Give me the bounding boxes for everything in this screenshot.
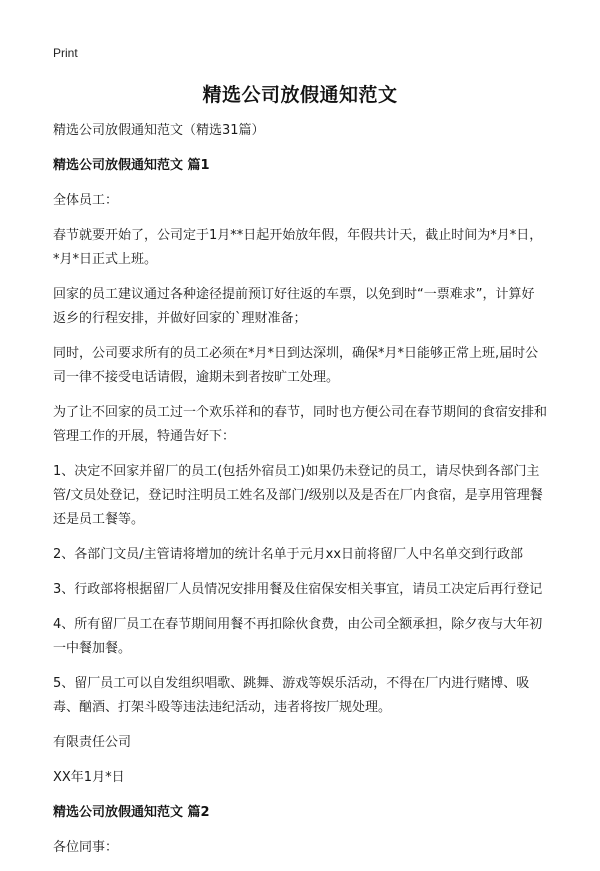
- paragraph: 春节就要开始了，公司定于1月**日起开始放年假，年假共计天，截止时间为*月*日，*月*日正式上班。: [53, 228, 543, 267]
- list-item: 5、留厂员工可以自发组织唱歌、跳舞、游戏等娱乐活动，不得在厂内进行赌博、吸毒、酗酒、打架斗殴等违法违纪活动，违者将按厂规处理。: [53, 676, 530, 715]
- date: XX年1月*日: [53, 770, 125, 785]
- paragraph: 回家的员工建议通过各种途径提前预订好往返的车票，以免到时“一票难求”，计算好返乡的行程安排，并做好回家的`理财准备；: [53, 287, 535, 326]
- section-heading: 精选公司放假通知范文 篇1: [53, 158, 210, 173]
- page-title: 精选公司放假通知范文: [202, 84, 398, 106]
- greeting: 各位同事：: [53, 840, 119, 855]
- section-heading: 精选公司放假通知范文 篇2: [53, 805, 210, 820]
- print-link[interactable]: Print: [53, 46, 78, 60]
- list-item: 3、行政部将根据留厂人员情况安排用餐及住宿保安相关事宜，请员工决定后再行登记: [53, 582, 543, 597]
- paragraph: 为了让不回家的员工过一个欢乐祥和的春节，同时也方便公司在春节期间的食宿安排和管理工作的开展，特通告好下：: [53, 405, 548, 444]
- list-item: 2、各部门文员/主管请将增加的统计名单于元月xx日前将留厂人中名单交到行政部: [53, 547, 524, 562]
- document-subtitle: 精选公司放假通知范文（精选31篇）: [53, 123, 265, 138]
- greeting: 全体员工：: [53, 193, 119, 208]
- paragraph: 同时，公司要求所有的员工必须在*月*日到达深圳，确保*月*日能够正常上班,届时公司一律不接受电话请假，逾期未到者按旷工处理。: [53, 346, 539, 385]
- list-item: 4、所有留厂员工在春节期间用餐不再扣除伙食费，由公司全额承担，除夕夜与大年初一中餐加餐。: [53, 617, 543, 656]
- list-item: 1、决定不回家并留厂的员工(包括外宿员工)如果仍未登记的员工，请尽快到各部门主管/文员处登记，登记时注明员工姓名及部门/级别以及是否在厂内食宿，是享用管理餐还是员工餐等。: [53, 464, 543, 527]
- document-body: [53, 119, 547, 871]
- signature: 有限责任公司: [53, 735, 132, 750]
